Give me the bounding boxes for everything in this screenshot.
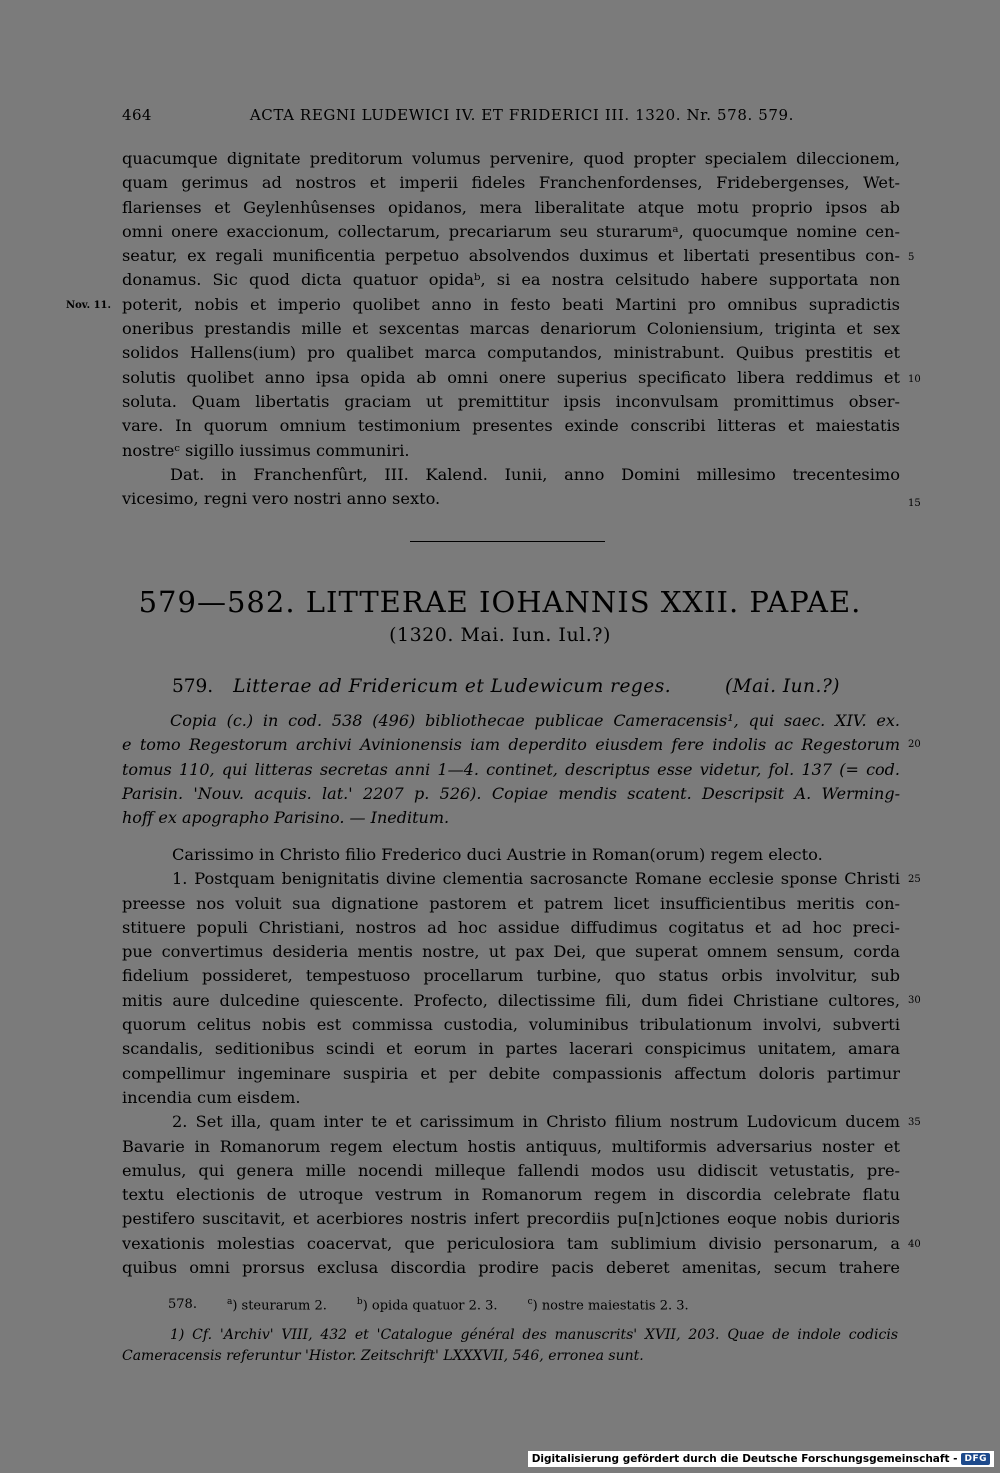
text-line: quibus omni prorsus exclusa discordia prodire pacis deberet amenitas, secum trahere bbox=[122, 1258, 900, 1278]
dating-line: Dat. in Franchenfûrt, III. Kalend. Iunii, anno Domini millesimo trecentesimo bbox=[170, 464, 900, 484]
text-line: fidelium possideret, tempestuoso procellarum turbine, quo status orbis involvitur, sub bbox=[122, 966, 900, 986]
text-line: flarienses et Geylenhûsenses opidanos, mera liberalitate atque motu proprio ipsos ab bbox=[122, 197, 900, 217]
document-heading-left bbox=[172, 676, 671, 697]
text-line: Parisin. 'Nouv. acquis. lat.' 2207 p. 526). Copiae mendis scatent. Descripsit A. Werming- bbox=[122, 783, 900, 803]
text-line: quorum celitus nobis est commissa custodia, voluminibus tribulationum involvi, subverti bbox=[122, 1015, 900, 1035]
text-line: quam gerimus ad nostros et imperii fideles Franchenfordenses, Fridebergenses, Wet- bbox=[122, 173, 900, 193]
text-line: tomus 110, qui litteras secretas anni 1—4. continet, descriptus esse videtur, fol. 137 (= cod. bbox=[122, 759, 900, 779]
text-line: nostreᶜ sigillo iussimus communiri. bbox=[122, 440, 410, 460]
source-description bbox=[122, 709, 900, 830]
footnote-1 bbox=[122, 1325, 898, 1367]
variant-mark: b bbox=[356, 1297, 363, 1307]
variant-text: ) nostre maiestatis 2. 3. bbox=[532, 1298, 689, 1314]
funding-notice bbox=[528, 1451, 994, 1467]
variant-note bbox=[528, 1297, 689, 1313]
running-header bbox=[122, 106, 794, 124]
text-line: scandalis, seditionibus scindi et eorum in partes lacerari conspicimus unitatem, amara bbox=[122, 1039, 900, 1059]
text-line: 2. Set illa, quam inter te et carissimum in Christo filium nostrum Ludovicum ducem bbox=[172, 1112, 900, 1132]
text-line: stituere populi Christiani, nostros ad hoc assidue diffudimus cogitatus et ad hoc preci- bbox=[122, 917, 900, 937]
text-line: vare. In quorum omnium testimonium presentes exinde conscribi litteras et maiestatis bbox=[122, 416, 900, 436]
footnote-line: Cameracensis referuntur 'Histor. Zeitschrift' LXXXVII, 546, erronea sunt. bbox=[122, 1348, 644, 1364]
dating-line: vicesimo, regni vero nostri anno sexto. bbox=[122, 489, 441, 509]
text-line: Copia (c.) in cod. 538 (496) bibliothecae publicae Cameracensis¹, qui saec. XIV. ex. bbox=[170, 711, 900, 730]
line-number: 15 bbox=[908, 498, 921, 509]
document-number: 579. bbox=[172, 676, 214, 697]
line-number: 35 bbox=[908, 1117, 921, 1128]
text-line: omni onere exaccionum, collectarum, precariarum seu sturarumᵃ, quocumque nomine cen- bbox=[122, 221, 900, 241]
document-heading bbox=[172, 676, 840, 697]
variant-note bbox=[227, 1297, 327, 1313]
document-title: Litterae ad Fridericum et Ludewicum reges. bbox=[233, 676, 672, 697]
section-title: 579—582. LITTERAE IOHANNIS XXII. PAPAE. bbox=[138, 585, 862, 619]
variant-text: ) steurarum 2. bbox=[232, 1298, 327, 1314]
text-line: e tomo Regestorum archivi Avinionensis iam deperdito eiusdem fere indolis ac Regestorum bbox=[122, 735, 900, 755]
variant-notes-number: 578. bbox=[168, 1297, 197, 1312]
line-number: 10 bbox=[908, 374, 921, 385]
text-line: oneribus prestandis mille et sexcentas marcas denariorum Coloniensium, triginta et sex bbox=[122, 319, 900, 339]
variant-note bbox=[357, 1297, 498, 1313]
text-line: hoff ex apographo Parisino. — Ineditum. bbox=[122, 808, 450, 828]
variant-mark: c bbox=[527, 1297, 533, 1307]
variant-mark: a bbox=[226, 1297, 233, 1307]
doc578-text bbox=[122, 147, 900, 511]
letter-text bbox=[122, 843, 900, 1280]
text-line: solidos Hallens(ium) pro qualibet marca computandos, ministrabunt. Quibus prestitis et bbox=[122, 343, 900, 363]
section-divider bbox=[410, 541, 605, 542]
section-subtitle: (1320. Mai. Iun. Iul.?) bbox=[389, 624, 611, 646]
line-number: 40 bbox=[908, 1239, 921, 1250]
text-line: solutis quolibet anno ipsa opida ab omni onere superius specificato libera reddimus et bbox=[122, 367, 900, 387]
variant-text: ) opida quatuor 2. 3. bbox=[362, 1298, 498, 1314]
text-line: quacumque dignitate preditorum volumus pervenire, quod propter specialem dileccionem, bbox=[122, 149, 900, 168]
text-line: Bavarie in Romanorum regem electum hostis antiquus, multiformis adversarius noster et bbox=[122, 1136, 900, 1156]
running-title: ACTA REGNI LUDEWICI IV. ET FRIDERICI III. 1320. Nr. 578. 579. bbox=[249, 106, 794, 124]
dfg-logo: DFG bbox=[961, 1453, 990, 1465]
text-line: seatur, ex regali munificentia perpetuo absolvendos duximus et libertati presentibus con- bbox=[122, 246, 900, 266]
text-line: 1. Postquam benignitatis divine clementia sacrosancte Romane ecclesie sponse Christi bbox=[172, 869, 900, 889]
text-line: mitis aure dulcedine quiescente. Profecto, dilectissime fili, dum fidei Christiane cultores, bbox=[122, 990, 900, 1010]
text-line: pestifero suscitavit, et acerbiores nostris infert precordiis pu[n]ctiones eoque nobis durioris bbox=[122, 1209, 900, 1229]
document-date: (Mai. Iun.?) bbox=[724, 676, 840, 697]
text-line: textu electionis de utroque vestrum in Romanorum regem in discordia celebrate flatu bbox=[122, 1185, 900, 1205]
text-line: pue convertimus desideria mentis nostre, ut pax Dei, que superat omnem sensum, corda bbox=[122, 942, 900, 962]
page-number: 464 bbox=[122, 106, 152, 124]
line-number: 5 bbox=[908, 252, 915, 263]
line-number: 20 bbox=[908, 739, 921, 750]
line-number: 30 bbox=[908, 995, 921, 1006]
variant-notes bbox=[168, 1297, 689, 1313]
address-line: Carissimo in Christo filio Frederico duci Austrie in Roman(orum) regem electo. bbox=[172, 845, 823, 864]
text-line: emulus, qui genera mille nocendi milleque fallendi modos usu didiscit vetustatis, pre- bbox=[122, 1160, 900, 1180]
text-line: preesse nos voluit sua dignatione pastorem et patrem licet insufficientibus meritis con- bbox=[122, 893, 900, 913]
text-line: soluta. Quam libertatis graciam ut premittitur ipsis inconvulsam promittimus obser- bbox=[122, 391, 900, 411]
funding-text: Digitalisierung gefördert durch die Deutsche Forschungsgemeinschaft - bbox=[531, 1453, 958, 1465]
margin-date-note: Nov. 11. bbox=[66, 300, 111, 311]
line-number: 25 bbox=[908, 874, 921, 885]
text-line: vexationis molestias coacervat, que periculosiora tam sublimium divisio personarum, a bbox=[122, 1233, 900, 1253]
text-line: compellimur ingeminare suspiria et per debite compassionis affectum doloris partimur bbox=[122, 1063, 900, 1083]
text-line: poterit, nobis et imperio quolibet anno in festo beati Martini pro omnibus supradictis bbox=[122, 294, 900, 314]
text-line: incendia cum eisdem. bbox=[122, 1087, 301, 1107]
text-line: donamus. Sic quod dicta quatuor opidaᵇ, si ea nostra celsitudo habere supportata non bbox=[122, 270, 900, 290]
footnote-line: 1) Cf. 'Archiv' VIII, 432 et 'Catalogue général des manuscrits' XVII, 203. Quae de indole codicis bbox=[170, 1327, 898, 1343]
